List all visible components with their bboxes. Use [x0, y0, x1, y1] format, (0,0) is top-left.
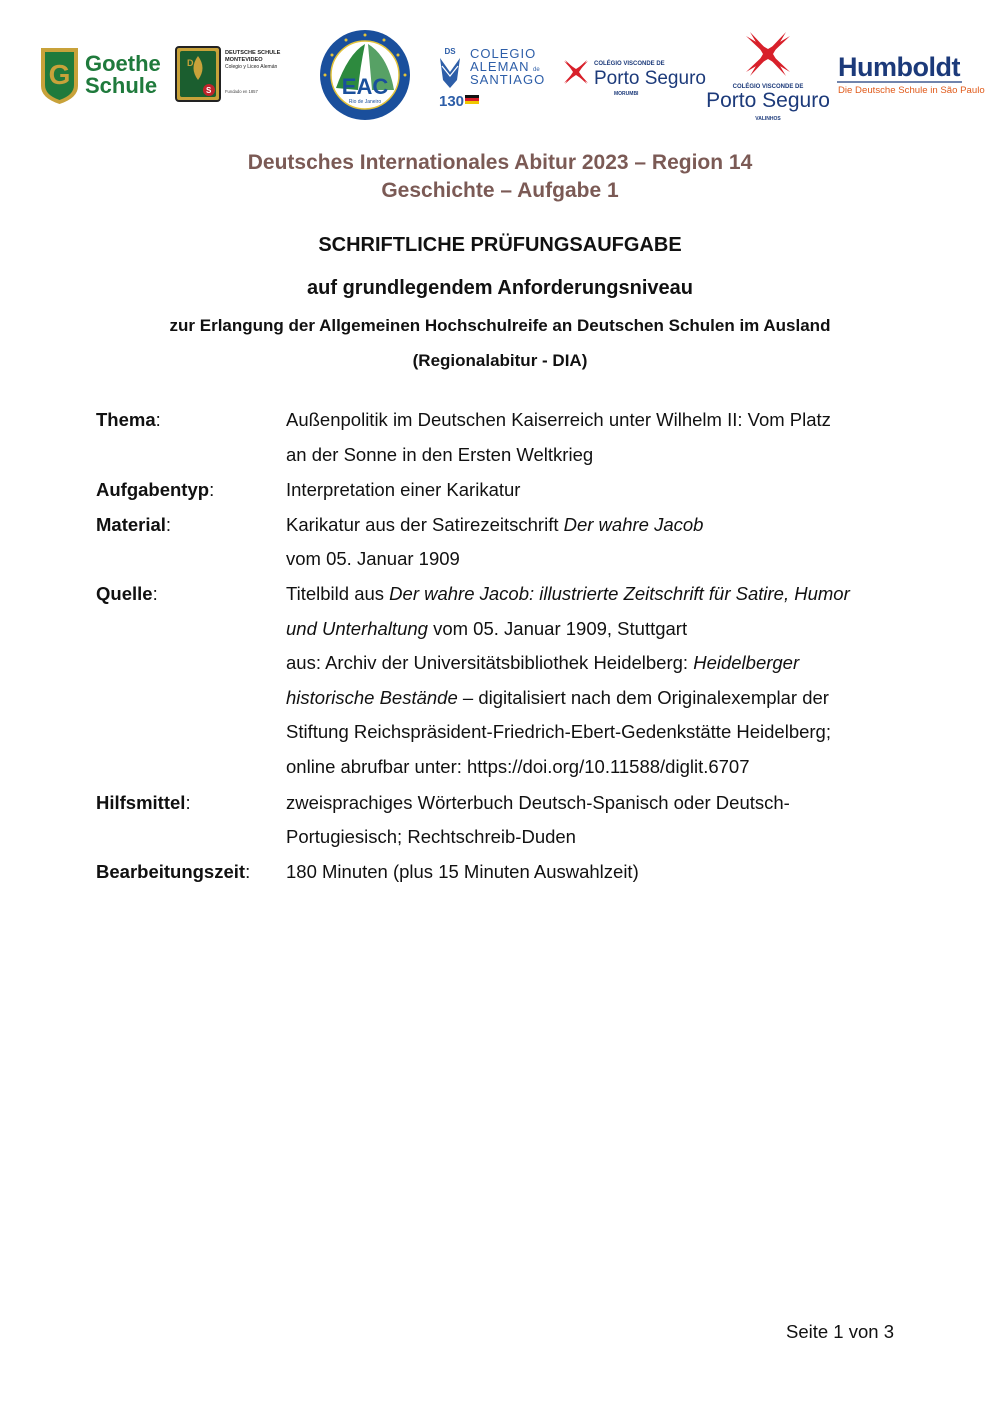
svg-text:de: de: [533, 67, 540, 73]
svg-text:Fundado en 1857: Fundado en 1857: [225, 89, 258, 94]
svg-text:MORUMBI: MORUMBI: [614, 91, 639, 97]
svg-text:Schule: Schule: [85, 73, 158, 98]
svg-text:Die Deutsche Schule in São Pau: Die Deutsche Schule in São Paulo: [838, 85, 985, 96]
svg-text:Colegio y Liceo Alemán: Colegio y Liceo Alemán: [225, 64, 278, 70]
svg-text:Humboldt: Humboldt: [838, 52, 960, 82]
svg-text:Porto Seguro: Porto Seguro: [706, 89, 830, 112]
svg-text:SANTIAGO: SANTIAGO: [470, 72, 546, 87]
info-label: Hilfsmittel:: [96, 792, 191, 813]
exam-header-line1: Deutsches Internationales Abitur 2023 – Region 14: [247, 151, 753, 174]
ds-montevideo-logo: [175, 46, 295, 104]
page-number: Seite 1 von 3: [786, 1321, 894, 1342]
svg-text:130: 130: [439, 93, 465, 110]
info-label: Thema:: [96, 409, 161, 430]
exam-purpose: zur Erlangung der Allgemeinen Hochschulreife an Deutschen Schulen im Ausland: [169, 316, 831, 335]
svg-text:VALINHOS: VALINHOS: [755, 116, 781, 122]
info-value: Interpretation einer Karikatur: [286, 479, 521, 500]
info-value: an der Sonne in den Ersten Weltkrieg: [286, 444, 594, 465]
porto-seguro-morumbi-logo: [562, 54, 706, 98]
eac-logo: [318, 28, 412, 122]
humboldt-schule-logo: [836, 50, 985, 98]
school-logos-row: [0, 0, 1000, 130]
info-value: 180 Minuten (plus 15 Minuten Auswahlzeit): [286, 861, 639, 882]
svg-text:Porto Seguro: Porto Seguro: [594, 68, 706, 89]
svg-text:D: D: [187, 58, 194, 68]
exam-type: (Regionalabitur - DIA): [412, 351, 588, 370]
svg-text:S: S: [206, 86, 212, 95]
svg-text:G: G: [48, 59, 71, 90]
svg-text:COLÉGIO VISCONDE DE: COLÉGIO VISCONDE DE: [594, 61, 665, 67]
svg-text:ALEMAN: ALEMAN: [470, 59, 530, 74]
goethe-schule-logo: [38, 46, 162, 106]
info-value: Stiftung Reichspräsident-Friedrich-Ebert-Gedenkstätte Heidelberg;: [286, 721, 831, 742]
info-value: zweisprachiges Wörterbuch Deutsch-Spanisch oder Deutsch-: [286, 792, 790, 813]
source-doi-link[interactable]: online abrufbar unter: https://doi.org/10.11588/diglit.6707: [286, 756, 750, 777]
svg-text:MONTEVIDEO: MONTEVIDEO: [225, 57, 263, 63]
info-label: Quelle:: [96, 583, 158, 604]
info-label: Aufgabentyp:: [96, 479, 215, 500]
porto-seguro-valinhos-logo: [706, 30, 830, 124]
info-label: Bearbeitungszeit:: [96, 861, 251, 882]
svg-text:COLÉGIO VISCONDE DE: COLÉGIO VISCONDE DE: [732, 84, 804, 90]
svg-text:EAC: EAC: [341, 74, 389, 99]
exam-header-line2: Geschichte – Aufgabe 1: [381, 179, 619, 202]
colegio-aleman-santiago-logo: [438, 44, 550, 110]
info-label: Material:: [96, 514, 172, 535]
svg-text:COLEGIO: COLEGIO: [470, 46, 537, 61]
info-value: Portugiesisch; Rechtschreib-Duden: [286, 826, 576, 847]
exam-title: SCHRIFTLICHE PRÜFUNGSAUFGABE: [318, 234, 682, 256]
info-value: und Unterhaltung vom 05. Januar 1909, Stuttgart: [286, 618, 688, 639]
svg-text:DEUTSCHE SCHULE: DEUTSCHE SCHULE: [225, 50, 281, 56]
info-value: historische Bestände – digitalisiert nach dem Originalexemplar der: [286, 687, 829, 708]
info-value: aus: Archiv der Universitätsbibliothek Heidelberg: Heidelberger: [286, 652, 800, 673]
info-value: Karikatur aus der Satirezeitschrift Der wahre Jacob: [286, 514, 704, 535]
exam-level: auf grundlegendem Anforderungsniveau: [307, 277, 693, 299]
info-value: Außenpolitik im Deutschen Kaiserreich unter Wilhelm II: Vom Platz: [286, 409, 831, 430]
info-value: Titelbild aus Der wahre Jacob: illustrierte Zeitschrift für Satire, Humor: [286, 583, 850, 604]
info-value: vom 05. Januar 1909: [286, 548, 460, 569]
svg-text:Rio de Janeiro: Rio de Janeiro: [348, 99, 382, 105]
svg-text:DS: DS: [444, 47, 456, 56]
svg-text:Goethe: Goethe: [85, 51, 161, 76]
